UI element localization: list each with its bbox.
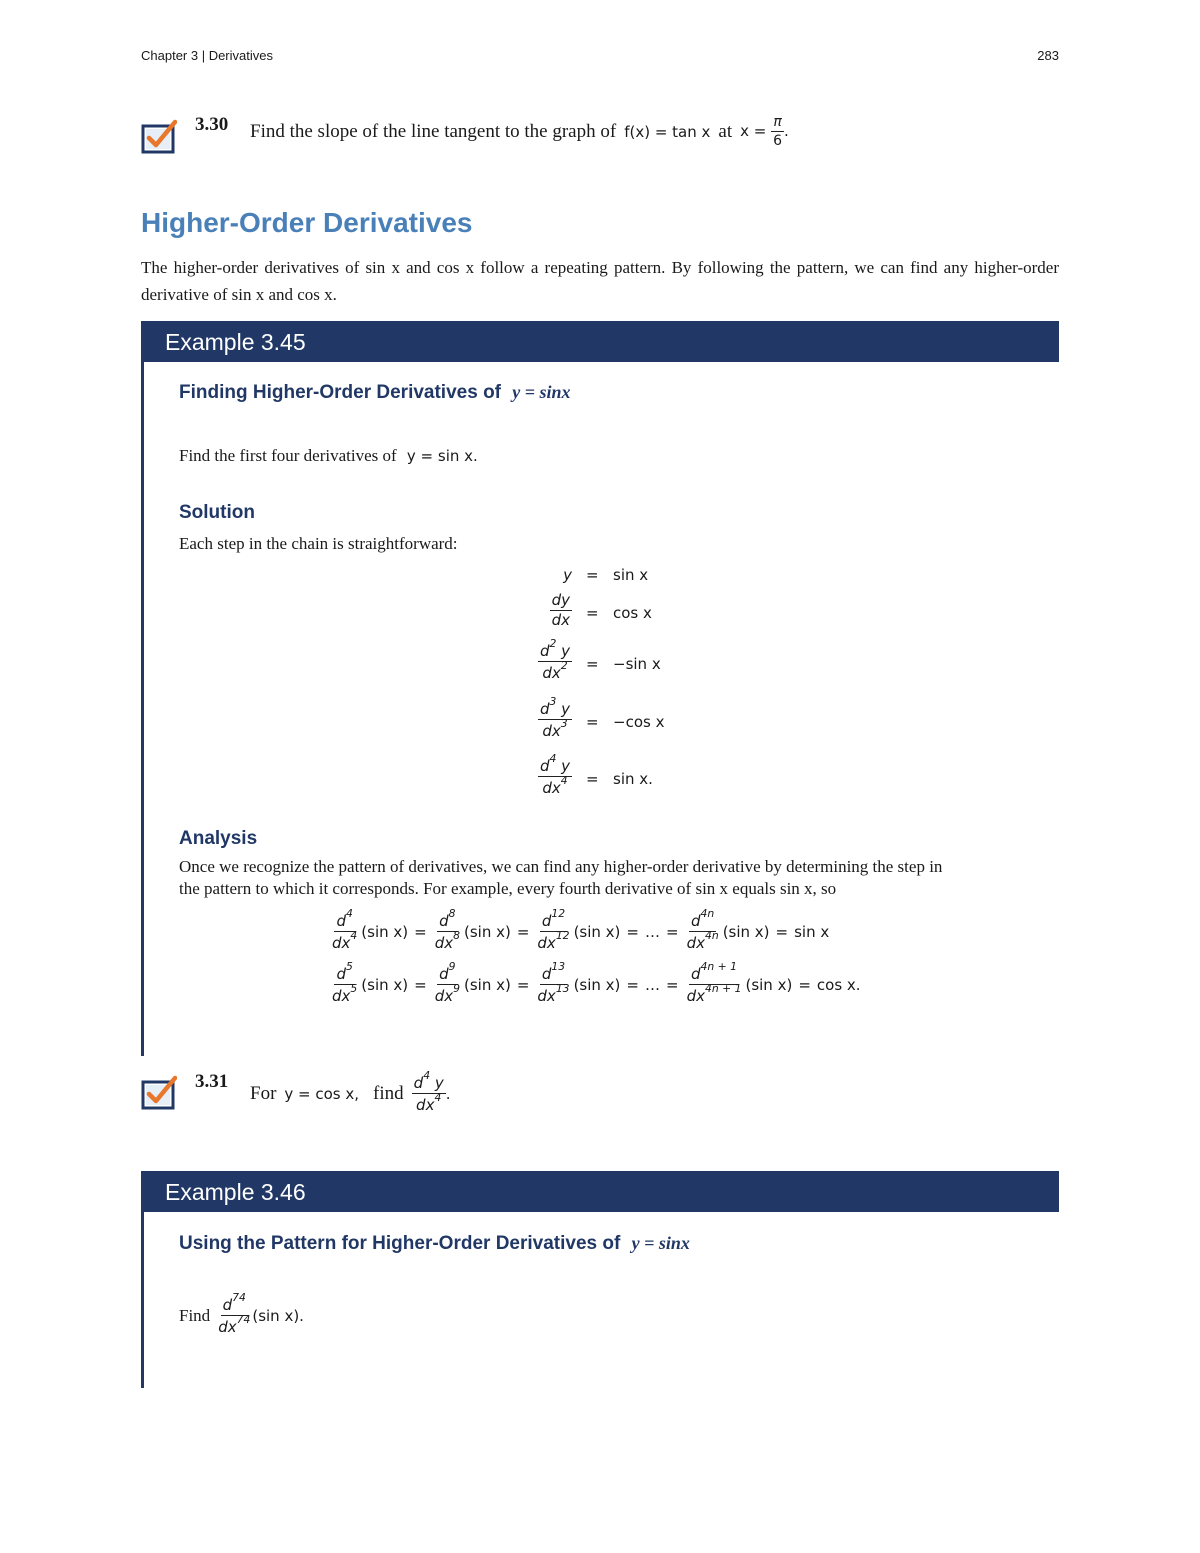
checkpoint-point: x = $\frac{\pi}{6}$ . [740,114,789,149]
pattern-equation-2: $\frac{d^5}{dx^5}$ (sin x) = $\frac{d^9}{dx^9}$ (sin x) = $\frac{d^{13}}{dx^{13}}$ (sin x) = … = $\frac{d^{4n + 1}}{dx^{4n + 1}}$ (sin x) = cos x. [332,959,861,1005]
checkpoint-text: Find the slope of the line tangent to the graph of [250,120,617,142]
chain-row-2: $\frac{dy}{dx}$ = cos x [551,591,652,629]
solution-text: Each step in the chain is straightforward: [179,534,458,553]
example-label: Example 3.46 [165,1179,306,1205]
example-header [141,1171,1059,1212]
chain-row-4: $\frac{d^3 y}{dx^3}$ = −cos x [539,694,665,740]
checkpoint-function: f(x) = tan x [624,122,711,141]
analysis-heading: Analysis [179,828,258,849]
solution-heading: Solution [179,502,255,523]
checkbox-check-icon [141,1074,177,1110]
chain-row-1: y = sin x [563,566,649,584]
example-label: Example 3.45 [165,329,306,355]
checkbox-check-icon [141,118,177,154]
example-prompt: Find the first four derivatives of y = sin x. [179,446,478,465]
example-header [141,321,1059,362]
example-title: Using the Pattern for Higher-Order Derivatives of y = sinx [179,1233,690,1254]
running-header: Chapter 3 | Derivatives [141,48,273,63]
chain-row-5: $\frac{d^4 y}{dx^4}$ = sin x. [539,751,653,797]
section-intro: The higher-order derivatives of sin x and cos x follow a repeating pattern. By following the pattern, we can find any higher-order derivative of sin x and cos x. [141,258,1059,304]
checkpoint-at: at [718,120,733,142]
example-title: Finding Higher-Order Derivatives of y = sinx [179,382,571,403]
example-prompt: Find $\frac{d^{74}}{dx^{74}}$ (sin x). [179,1290,304,1336]
checkpoint-prompt: For y = cos x, find $\frac{d^4 y}{dx^4}$ . [250,1068,451,1114]
checkpoint-prompt [250,115,789,148]
pattern-equation-1: $\frac{d^4}{dx^4}$ (sin x) = $\frac{d^8}{dx^8}$ (sin x) = $\frac{d^{12}}{dx^{12}}$ (sin x) = … = $\frac{d^{4n}}{dx^{4n}}$ (sin x) = sin x [332,906,830,952]
chain-row-3: $\frac{d^2 y}{dx^2}$ = −sin x [539,636,661,682]
checkpoint-number: 3.30 [195,114,229,135]
example-border [141,1212,144,1388]
checkpoint-number: 3.31 [195,1071,229,1092]
page-number: 283 [1037,48,1059,63]
section-title: Higher-Order Derivatives [141,207,473,238]
analysis-text: Once we recognize the pattern of derivatives, we can find any higher-order derivative by determining the step in the pattern to which it corresponds. For example, every fourth derivative of sin x equals sin x, so [179,857,943,898]
